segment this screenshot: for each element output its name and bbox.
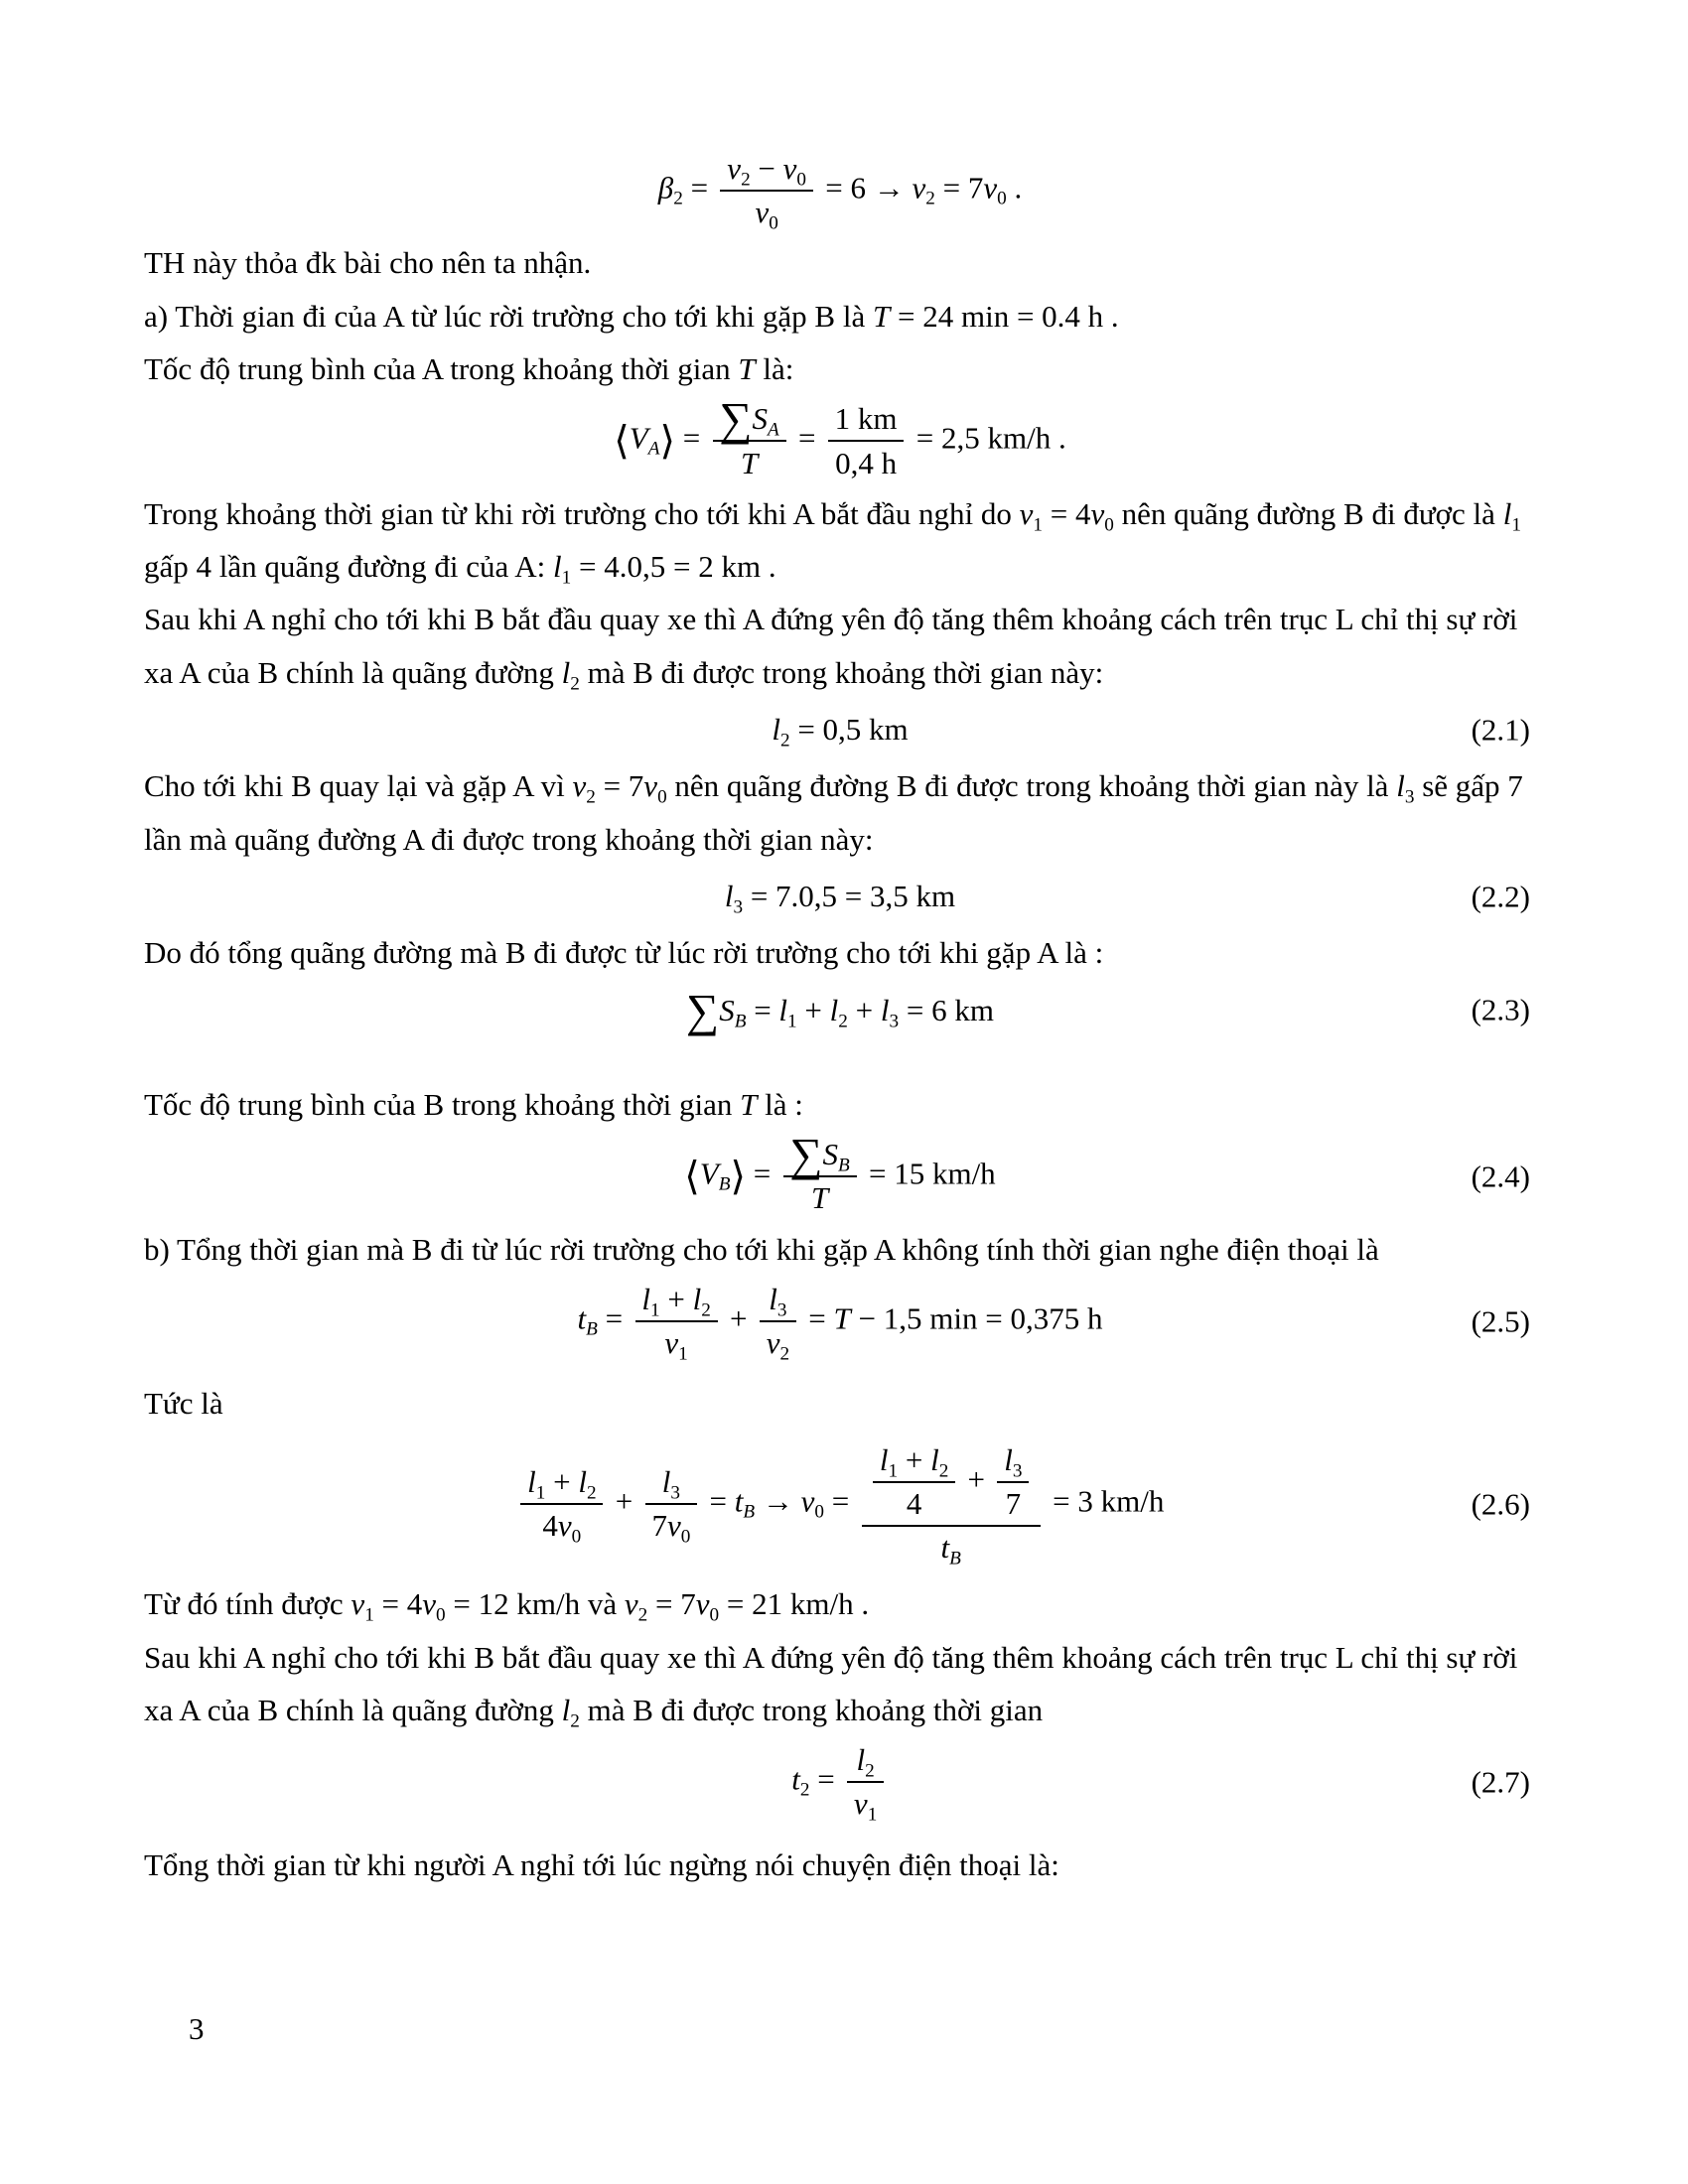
math-var: l <box>1502 495 1512 531</box>
math-sub: 2 <box>938 1460 949 1482</box>
math-var: l <box>553 549 562 585</box>
math-sub: 2 <box>925 188 935 209</box>
text-run: = 12 km/h và <box>445 1586 625 1622</box>
numerator <box>862 1440 1041 1527</box>
math-text: = <box>597 1300 631 1336</box>
denominator <box>760 1322 796 1364</box>
math-sub: 0 <box>814 1501 824 1523</box>
denominator: 4 <box>906 1485 922 1521</box>
math-var: v <box>983 170 998 205</box>
math-text: = 15 km/h <box>861 1156 996 1191</box>
math-var: T <box>740 445 759 480</box>
equation-number: (2.3) <box>1471 992 1530 1027</box>
angle-bracket-left: ⟨ <box>614 418 630 465</box>
equation-number: (2.5) <box>1471 1303 1530 1339</box>
math-text: + <box>898 1441 931 1477</box>
paragraph <box>144 1223 1536 1276</box>
math-sub: 0 <box>1104 514 1114 536</box>
math-text: = <box>809 1761 843 1797</box>
math-sub: A <box>647 439 660 461</box>
math-var: S <box>719 992 735 1027</box>
math-text: 4 <box>542 1507 558 1543</box>
paragraph <box>144 1839 1536 1891</box>
math-var: v <box>643 768 658 804</box>
math-var: v <box>666 1507 681 1543</box>
math-var: t <box>940 1530 950 1566</box>
math-sub: 2 <box>570 1710 580 1732</box>
denominator <box>862 1527 1041 1569</box>
math-text: + <box>959 1461 993 1497</box>
math-text: = 6 km <box>899 992 994 1027</box>
angle-bracket-right: ⟩ <box>659 418 675 465</box>
math-text: → <box>755 1483 801 1519</box>
math-sub: 1 <box>561 567 572 589</box>
numerator <box>645 1462 698 1505</box>
math-sub: 2 <box>865 1760 875 1782</box>
math-sub: 0 <box>709 1604 720 1626</box>
math-var: l <box>1004 1441 1013 1477</box>
math-var: v <box>800 1483 815 1519</box>
paragraph <box>144 926 1536 979</box>
math-var: t <box>791 1761 800 1797</box>
equation-2-1 <box>144 703 1536 755</box>
math-text: + <box>847 992 881 1027</box>
math-sub: B <box>586 1318 598 1340</box>
math-var: V <box>699 1156 719 1191</box>
fraction <box>760 1280 796 1363</box>
fraction <box>635 1280 718 1363</box>
denominator: 7 <box>1005 1485 1022 1521</box>
paragraph <box>144 1631 1536 1737</box>
denominator <box>783 1177 857 1219</box>
math-sub: 1 <box>535 1482 546 1504</box>
math-sub: 1 <box>649 1299 660 1321</box>
numerator <box>847 1740 884 1783</box>
math-sub: 2 <box>779 1343 790 1365</box>
paragraph <box>144 1577 1536 1630</box>
math-sub: 0 <box>657 786 667 808</box>
fraction <box>713 394 786 482</box>
numerator <box>783 1130 857 1181</box>
text-run: TH này thỏa đk bài cho nên ta nhận. <box>144 245 592 281</box>
equation-number: (2.4) <box>1471 1159 1530 1194</box>
math-var: v <box>351 1586 365 1622</box>
math-sub: B <box>718 1173 731 1195</box>
angle-bracket-right: ⟩ <box>730 1154 746 1200</box>
math-text: = <box>674 420 708 456</box>
numerator <box>720 149 812 192</box>
math-var: l <box>527 1463 536 1499</box>
text-run: Từ đó tính được <box>144 1586 352 1622</box>
fraction <box>783 1130 857 1218</box>
math-var: v <box>1090 495 1105 531</box>
math-var: l <box>561 654 571 690</box>
document-page <box>144 145 1536 1891</box>
math-var: l <box>879 1441 889 1477</box>
fraction <box>847 1740 884 1824</box>
text-run: Cho tới khi B quay lại và gặp A vì <box>144 768 573 804</box>
paragraph <box>144 487 1536 594</box>
math-var: v <box>727 151 742 186</box>
math-sub: 0 <box>571 1526 582 1548</box>
text-run: Tốc độ trung bình của B trong khoảng thời gian <box>144 1086 741 1122</box>
math-text: = 7.0,5 = 3,5 km <box>743 879 956 913</box>
math-sub: 3 <box>776 1299 787 1321</box>
text-run: Sau khi A nghỉ cho tới khi B bắt đầu quay xe thì A đứng yên độ tăng thêm khoảng cách trên trục L chỉ thị sự rời xa A của B chính là quãng đường <box>144 602 1518 690</box>
math-var: T <box>740 1086 758 1122</box>
math-sub: 1 <box>364 1604 374 1626</box>
equation-number: (2.2) <box>1471 879 1530 913</box>
math-var: l <box>930 1441 939 1477</box>
math-text: = <box>682 170 716 205</box>
text-run: = 4.0,5 = 2 km . <box>571 549 776 585</box>
text-run: b) Tổng thời gian mà B đi từ lúc rời trường cho tới khi gặp A không tính thời gian nghe điện thoại là <box>144 1231 1379 1267</box>
math-var: v <box>664 1325 679 1361</box>
text-run: = 7 <box>647 1586 696 1622</box>
paragraph <box>144 236 1536 289</box>
math-sub: 2 <box>838 1010 848 1031</box>
math-text: 7 <box>651 1507 667 1543</box>
denominator: 0,4 h <box>835 445 898 480</box>
sum-symbol: ∑ <box>789 1130 823 1181</box>
math-text: = <box>790 420 824 456</box>
math-var: T <box>810 1180 829 1216</box>
math-sub: B <box>949 1548 961 1570</box>
text-run: Trong khoảng thời gian từ khi rời trường cho tới khi A bắt đầu nghỉ do <box>144 495 1020 531</box>
equation-2-5 <box>144 1280 1536 1363</box>
denominator <box>645 1505 698 1547</box>
math-var: S <box>822 1137 839 1172</box>
paragraph <box>144 1377 1536 1430</box>
math-var: l <box>829 992 839 1027</box>
paragraph <box>144 759 1536 866</box>
math-sub: 2 <box>779 730 790 751</box>
equation-2-3 <box>144 984 1536 1036</box>
math-var: V <box>629 420 648 456</box>
math-text: − 1,5 min = 0,375 h <box>850 1300 1103 1336</box>
fraction <box>828 399 905 482</box>
denominator <box>713 442 786 483</box>
math-text: = 3 km/h <box>1045 1483 1165 1519</box>
math-var: S <box>752 401 769 437</box>
math-sub: 2 <box>673 188 683 209</box>
math-text: = <box>800 1300 834 1336</box>
fraction-inner <box>873 1440 955 1524</box>
math-var: v <box>853 1786 868 1822</box>
math-sub: 1 <box>888 1460 899 1482</box>
equation-beta2 <box>144 149 1536 232</box>
text-run: Sau khi A nghỉ cho tới khi B bắt đầu quay xe thì A đứng yên độ tăng thêm khoảng cách trên trục L chỉ thị sự rời xa A của B chính là quãng đường <box>144 1639 1518 1727</box>
math-text: = 6 → <box>817 170 913 205</box>
math-sub: B <box>838 1155 850 1176</box>
math-var: T <box>738 351 756 387</box>
math-var: l <box>778 992 788 1027</box>
fraction-outer <box>862 1440 1041 1569</box>
numerator <box>873 1440 955 1483</box>
math-var: v <box>1019 495 1034 531</box>
text-run: Do đó tổng quãng đường mà B đi được từ lúc rời trường cho tới khi gặp A là : <box>144 935 1104 971</box>
text-run: gấp 4 lần quãng đường đi của A: <box>144 549 554 585</box>
equation-2-6 <box>144 1440 1536 1569</box>
numerator <box>713 394 786 446</box>
math-var: v <box>422 1586 437 1622</box>
math-text: = <box>824 1483 857 1519</box>
numerator <box>520 1462 603 1505</box>
math-sub: 1 <box>678 1343 688 1365</box>
math-var: v <box>782 151 797 186</box>
math-sub: 3 <box>1404 786 1415 808</box>
math-var: v <box>572 768 587 804</box>
math-sub: 1 <box>867 1804 878 1826</box>
math-text: = 7 <box>934 170 984 205</box>
math-sub: 0 <box>680 1526 691 1548</box>
equation-number: (2.1) <box>1471 712 1530 748</box>
math-sub: 2 <box>741 169 751 191</box>
math-var: l <box>1396 768 1405 804</box>
math-sub: 2 <box>701 1299 711 1321</box>
text-run: sẽ gấp 7 lần mà quãng đường A đi được trong khoảng thời gian này: <box>144 768 1523 857</box>
math-text: = 0,5 km <box>789 712 909 748</box>
math-var: v <box>912 170 926 205</box>
sum-symbol: ∑ <box>719 394 753 446</box>
paragraph <box>144 593 1536 699</box>
math-var: l <box>772 712 780 748</box>
text-run: = 21 km/h . <box>719 1586 870 1622</box>
text-run: Tổng thời gian từ khi người A nghỉ tới lúc ngừng nói chuyện điện thoại là: <box>144 1846 1059 1882</box>
math-text: = <box>745 1156 778 1191</box>
equation-number: (2.6) <box>1471 1486 1530 1522</box>
math-var: l <box>578 1463 587 1499</box>
denominator <box>520 1505 603 1547</box>
math-var: t <box>577 1300 587 1336</box>
math-sub: 3 <box>889 1010 900 1031</box>
math-text: = <box>701 1483 735 1519</box>
fraction-inner <box>997 1440 1029 1524</box>
math-var: v <box>624 1586 638 1622</box>
math-sub: 0 <box>436 1604 446 1626</box>
math-sub: 0 <box>796 169 807 191</box>
numerator <box>760 1280 796 1322</box>
math-sub: 1 <box>1033 514 1043 536</box>
text-run: a) Thời gian đi của A từ lúc rời trường cho tới khi gặp B là <box>144 298 873 334</box>
fraction <box>520 1462 603 1546</box>
math-text: = <box>746 992 779 1027</box>
math-sub: 1 <box>1511 514 1521 536</box>
math-var: l <box>769 1282 777 1316</box>
numerator <box>997 1440 1029 1483</box>
math-var: l <box>641 1282 650 1316</box>
math-var: T <box>833 1300 851 1336</box>
math-sub: 3 <box>733 896 744 918</box>
text-run: là : <box>757 1086 803 1122</box>
math-var: l <box>692 1282 702 1316</box>
denominator <box>720 192 812 233</box>
math-var: T <box>872 298 891 334</box>
math-sub: A <box>768 419 779 441</box>
text-run: Tức là <box>144 1386 223 1422</box>
text-run: nên quãng đường B đi được trong khoảng thời gian này là <box>666 768 1397 804</box>
fraction <box>720 149 812 232</box>
text-run: nên quãng đường B đi được là <box>1113 495 1503 531</box>
paragraph <box>144 1078 1536 1131</box>
equation-2-4 <box>144 1130 1536 1218</box>
angle-bracket-left: ⟨ <box>684 1154 700 1200</box>
fraction <box>645 1462 698 1546</box>
denominator <box>847 1783 884 1825</box>
math-var: t <box>734 1483 744 1519</box>
equation-va-average <box>144 394 1536 482</box>
math-var: v <box>695 1586 710 1622</box>
math-var: v <box>557 1507 572 1543</box>
math-var: l <box>561 1692 571 1727</box>
text-run: là: <box>755 351 794 387</box>
equation-2-2 <box>144 870 1536 922</box>
math-var: l <box>724 879 734 913</box>
math-sub: 2 <box>586 786 596 808</box>
math-text: + <box>659 1282 693 1316</box>
text-run: mà B đi được trong khoảng thời gian này: <box>579 654 1104 690</box>
equation-number: (2.7) <box>1471 1764 1530 1800</box>
denominator <box>635 1322 718 1364</box>
text-run: = 24 min = 0.4 h . <box>890 298 1119 334</box>
page-number: 3 <box>189 2011 205 2046</box>
math-var: β <box>657 170 674 205</box>
math-text: − <box>750 151 783 186</box>
math-text: + <box>722 1300 756 1336</box>
text-run: = 7 <box>595 768 644 804</box>
math-sub: B <box>743 1501 756 1523</box>
math-var: l <box>661 1463 671 1499</box>
math-text: . <box>1006 170 1023 205</box>
math-text: + <box>608 1483 640 1519</box>
text-run: Tốc độ trung bình của A trong khoảng thời gian <box>144 351 739 387</box>
paragraph <box>144 342 1536 395</box>
math-var: l <box>856 1742 866 1778</box>
math-var: l <box>880 992 890 1027</box>
numerator: 1 km <box>828 399 905 442</box>
math-text: + <box>796 992 830 1027</box>
numerator <box>635 1280 718 1322</box>
math-text: + <box>545 1463 579 1499</box>
paragraph <box>144 290 1536 342</box>
math-sub: 2 <box>570 673 580 695</box>
math-sub: 3 <box>670 1482 680 1504</box>
math-var: v <box>755 195 770 230</box>
sum-symbol: ∑ <box>686 986 720 1037</box>
text-run: = 4 <box>1042 495 1091 531</box>
math-sub: 2 <box>637 1604 648 1626</box>
equation-2-7 <box>144 1740 1536 1824</box>
math-sub: 3 <box>1012 1460 1023 1482</box>
math-sub: 2 <box>586 1482 597 1504</box>
math-sub: 0 <box>769 212 778 234</box>
text-run: mà B đi được trong khoảng thời gian <box>579 1692 1044 1727</box>
math-sub: 0 <box>997 188 1007 209</box>
math-sub: 1 <box>787 1010 797 1031</box>
math-var: v <box>766 1325 780 1361</box>
math-text: = 2,5 km/h . <box>908 420 1066 456</box>
text-run: = 4 <box>373 1586 423 1622</box>
math-sub: 2 <box>799 1779 810 1801</box>
math-sub: B <box>734 1010 747 1031</box>
